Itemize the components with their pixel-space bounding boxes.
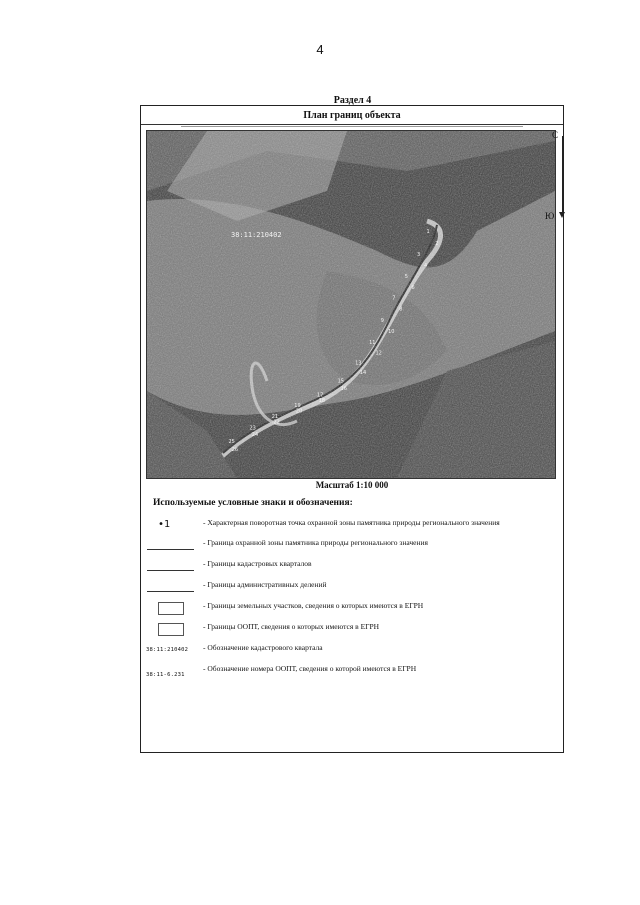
- boundary-point-label: 18: [318, 398, 326, 404]
- plan-title: План границ объекта: [141, 107, 563, 125]
- legend-item-point: [146, 516, 556, 532]
- boundary-point-label: 15: [337, 378, 344, 385]
- boundary-point-label: 21: [271, 413, 279, 420]
- compass-axis: [562, 136, 563, 216]
- boundary-point-label: 4: [424, 263, 428, 270]
- compass: [547, 128, 569, 228]
- quarter-code-sample: 38:11:210402: [146, 647, 189, 653]
- map-quarter-label: 38:11:210402: [231, 231, 282, 239]
- page-number: 4: [316, 42, 324, 57]
- boundary-point-label: 26: [231, 446, 239, 453]
- boundary-point-label: 22: [273, 419, 280, 426]
- boundary-point-label: 1: [426, 229, 430, 236]
- legend-item-quarter-code: [146, 641, 556, 657]
- plan-frame: [140, 105, 564, 753]
- satellite-map: [146, 130, 559, 479]
- legend-item-zone-boundary: [146, 536, 556, 552]
- legend-heading: Используемые условные знаки и обозначения:: [153, 498, 353, 508]
- legend-symbol-line: [146, 536, 196, 552]
- legend-symbol-code: [146, 662, 196, 678]
- line-symbol-icon: [147, 570, 194, 571]
- boundary-point-label: 14: [359, 370, 367, 377]
- box-symbol-icon: [158, 602, 184, 615]
- line-symbol-icon: [147, 591, 194, 592]
- boundary-point-label: 8: [399, 306, 403, 313]
- boundary-point-label: 23: [249, 425, 256, 432]
- compass-north-label: С: [552, 130, 559, 140]
- map-image: [147, 131, 555, 478]
- legend-symbol-line: [146, 578, 196, 594]
- legend-symbol-box: [146, 620, 196, 636]
- boundary-point-label: 3: [417, 252, 421, 259]
- legend-symbol-point: [146, 516, 196, 532]
- boundary-point-label: 6: [411, 284, 415, 291]
- legend-item-cadastral-quarters: [146, 557, 556, 573]
- legend-item-land-plots: [146, 599, 556, 615]
- legend-text: - Обозначение кадастрового квартала: [203, 643, 323, 652]
- line-symbol-icon: [147, 549, 194, 550]
- legend-text: - Границы ООПТ, сведения о которых имеются в ЕГРН: [203, 622, 380, 631]
- boundary-point-label: 12: [375, 350, 382, 357]
- legend-symbol-line: [146, 557, 196, 573]
- boundary-point-label: 2: [435, 240, 439, 247]
- boundary-point-label: 7: [392, 295, 396, 302]
- title-rule: [181, 126, 523, 127]
- boundary-point-label: 24: [251, 432, 259, 439]
- legend-text: - Обозначение номера ООПТ, сведения о которой имеются в ЕГРН: [203, 664, 417, 673]
- boundary-point-label: 10: [388, 329, 395, 335]
- boundary-point-label: 9: [380, 317, 384, 324]
- oopt-code-sample: 38:11-6.231: [146, 672, 185, 678]
- legend-symbol-code: [146, 641, 196, 657]
- boundary-point-label: 13: [355, 360, 362, 367]
- boundary-point-label: 17: [316, 392, 324, 399]
- legend-symbol-box: [146, 599, 196, 615]
- legend-item-oopt-code: [146, 662, 556, 678]
- section-title: Раздел 4: [333, 95, 372, 106]
- map-grain: [147, 131, 555, 478]
- boundary-point-label: 20: [295, 408, 303, 415]
- compass-south-label: Ю: [545, 211, 555, 221]
- boundary-point-label: 19: [294, 403, 301, 410]
- map-scale: Масштаб 1:10 000: [315, 480, 389, 490]
- legend-text: - Граница охранной зоны памятника природы регионального значения: [203, 538, 428, 547]
- compass-arrow: [559, 212, 565, 218]
- point-marker-icon: •1: [158, 519, 171, 530]
- legend-text: - Характерная поворотная точка охранной зоны памятника природы регионального значения: [203, 518, 500, 527]
- legend-text: - Границы кадастровых кварталов: [203, 559, 312, 568]
- legend-item-admin-divisions: [146, 578, 556, 594]
- boundary-point-label: 5: [404, 274, 408, 280]
- boundary-point-label: 16: [340, 386, 347, 393]
- legend-item-protected-areas: [146, 620, 556, 636]
- boundary-point-label: 25: [228, 439, 235, 446]
- boundary-point-label: 11: [369, 340, 376, 346]
- box-symbol-icon: [158, 623, 184, 636]
- legend-text: - Границы административных делений: [203, 580, 327, 589]
- legend-text: - Границы земельных участков, сведения о которых имеются в ЕГРН: [203, 601, 424, 610]
